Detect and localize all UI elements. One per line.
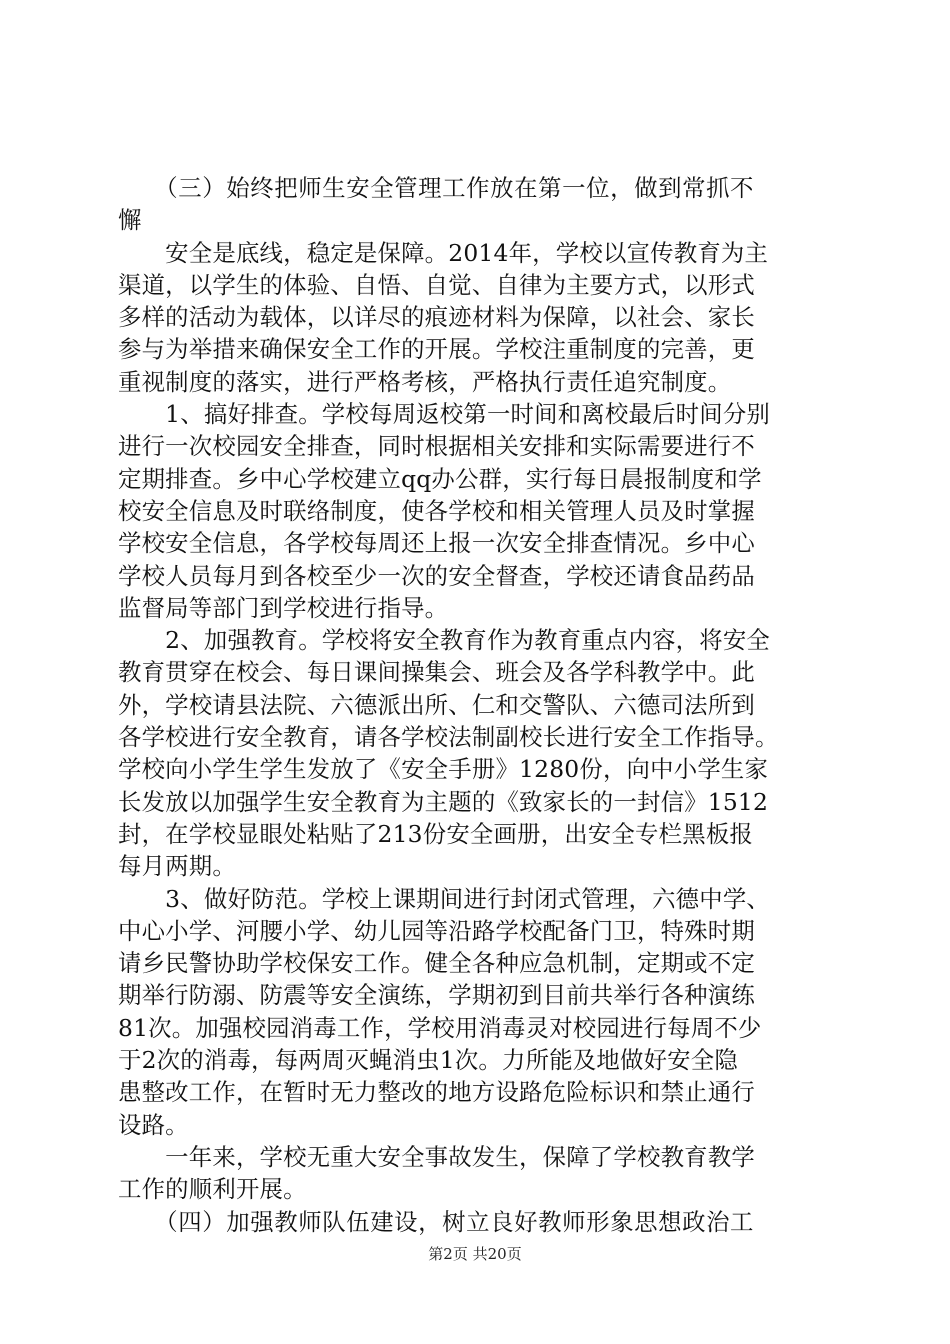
text-line: 进行一次校园安全排查，同时根据相关安排和实际需要进行不 xyxy=(118,432,755,461)
text-line: 懈 xyxy=(118,206,142,235)
text-line: 渠道，以学生的体验、自悟、自觉、自律为主要方式，以形式 xyxy=(118,270,755,299)
text-line: 请乡民警协助学校保安工作。健全各种应急机制，定期或不定 xyxy=(118,949,755,978)
text-line: 教育贯穿在校会、每日课间操集会、班会及各学科教学中。此 xyxy=(118,658,755,687)
text-line: 校安全信息及时联络制度，使各学校和相关管理人员及时掌握 xyxy=(118,496,755,525)
text-line: 定期排查。乡中心学校建立qq办公群，实行每日晨报制度和学 xyxy=(118,464,762,493)
text-line: 患整改工作，在暂时无力整改的地方设路危险标识和禁止通行 xyxy=(118,1078,755,1107)
text-line: 期举行防溺、防震等安全演练，学期初到目前共举行各种演练 xyxy=(118,981,755,1010)
text-line: 参与为举措来确保安全工作的开展。学校注重制度的完善，更 xyxy=(118,335,755,364)
text-line: 各学校进行安全教育，请各学校法制副校长进行安全工作指导。 xyxy=(118,723,779,752)
section-heading-3: （三）始终把师生安全管理工作放在第一位，做到常抓不 xyxy=(118,174,755,202)
text-line: 工作的顺利开展。 xyxy=(118,1175,307,1204)
text-line: 封，在学校显眼处粘贴了213份安全画册，出安全专栏黑板报 xyxy=(118,819,754,848)
text-line: 一年来，学校无重大安全事故发生，保障了学校教育教学 xyxy=(118,1142,755,1171)
text-line: 多样的活动为载体，以详尽的痕迹材料为保障，以社会、家长 xyxy=(118,303,755,332)
text-line: 学校人员每月到各校至少一次的安全督查，学校还请食品药品 xyxy=(118,561,755,590)
text-line: 长发放以加强学生安全教育为主题的《致家长的一封信》1512 xyxy=(118,787,769,816)
text-line: 外，学校请县法院、六德派出所、仁和交警队、六德司法所到 xyxy=(118,690,755,719)
text-line: 重视制度的落实，进行严格考核，严格执行责任追究制度。 xyxy=(118,367,732,396)
text-line: 中心小学、河腰小学、幼儿园等沿路学校配备门卫，特殊时期 xyxy=(118,916,755,945)
text-line: 1、搞好排查。学校每周返校第一时间和离校最后时间分别 xyxy=(118,400,771,429)
text-line: 于2次的消毒，每两周灭蝇消虫1次。力所能及地做好安全隐 xyxy=(118,1046,738,1075)
section-heading-4: （四）加强教师队伍建设，树立良好教师形象思想政治工 xyxy=(118,1207,755,1236)
body-text xyxy=(118,172,834,1238)
text-line: 安全是底线，稳定是保障。2014年，学校以宣传教育为主 xyxy=(118,238,769,267)
text-line: 设路。 xyxy=(118,1110,189,1139)
text-line: 学校安全信息，各学校每周还上报一次安全排查情况。乡中心 xyxy=(118,529,755,558)
text-line: 81次。加强校园消毒工作，学校用消毒灵对校园进行每周不少 xyxy=(118,1013,762,1042)
text-line: 2、加强教育。学校将安全教育作为教育重点内容，将安全 xyxy=(118,626,771,655)
text-line: 每月两期。 xyxy=(118,852,236,881)
text-line: 监督局等部门到学校进行指导。 xyxy=(118,593,449,622)
text-line: 3、做好防范。学校上课期间进行封闭式管理，六德中学、 xyxy=(118,884,771,913)
text-line: 学校向小学生学生发放了《安全手册》1280份，向中小学生家 xyxy=(118,755,769,784)
page-number-footer: 第2页 共20页 xyxy=(428,1245,522,1263)
